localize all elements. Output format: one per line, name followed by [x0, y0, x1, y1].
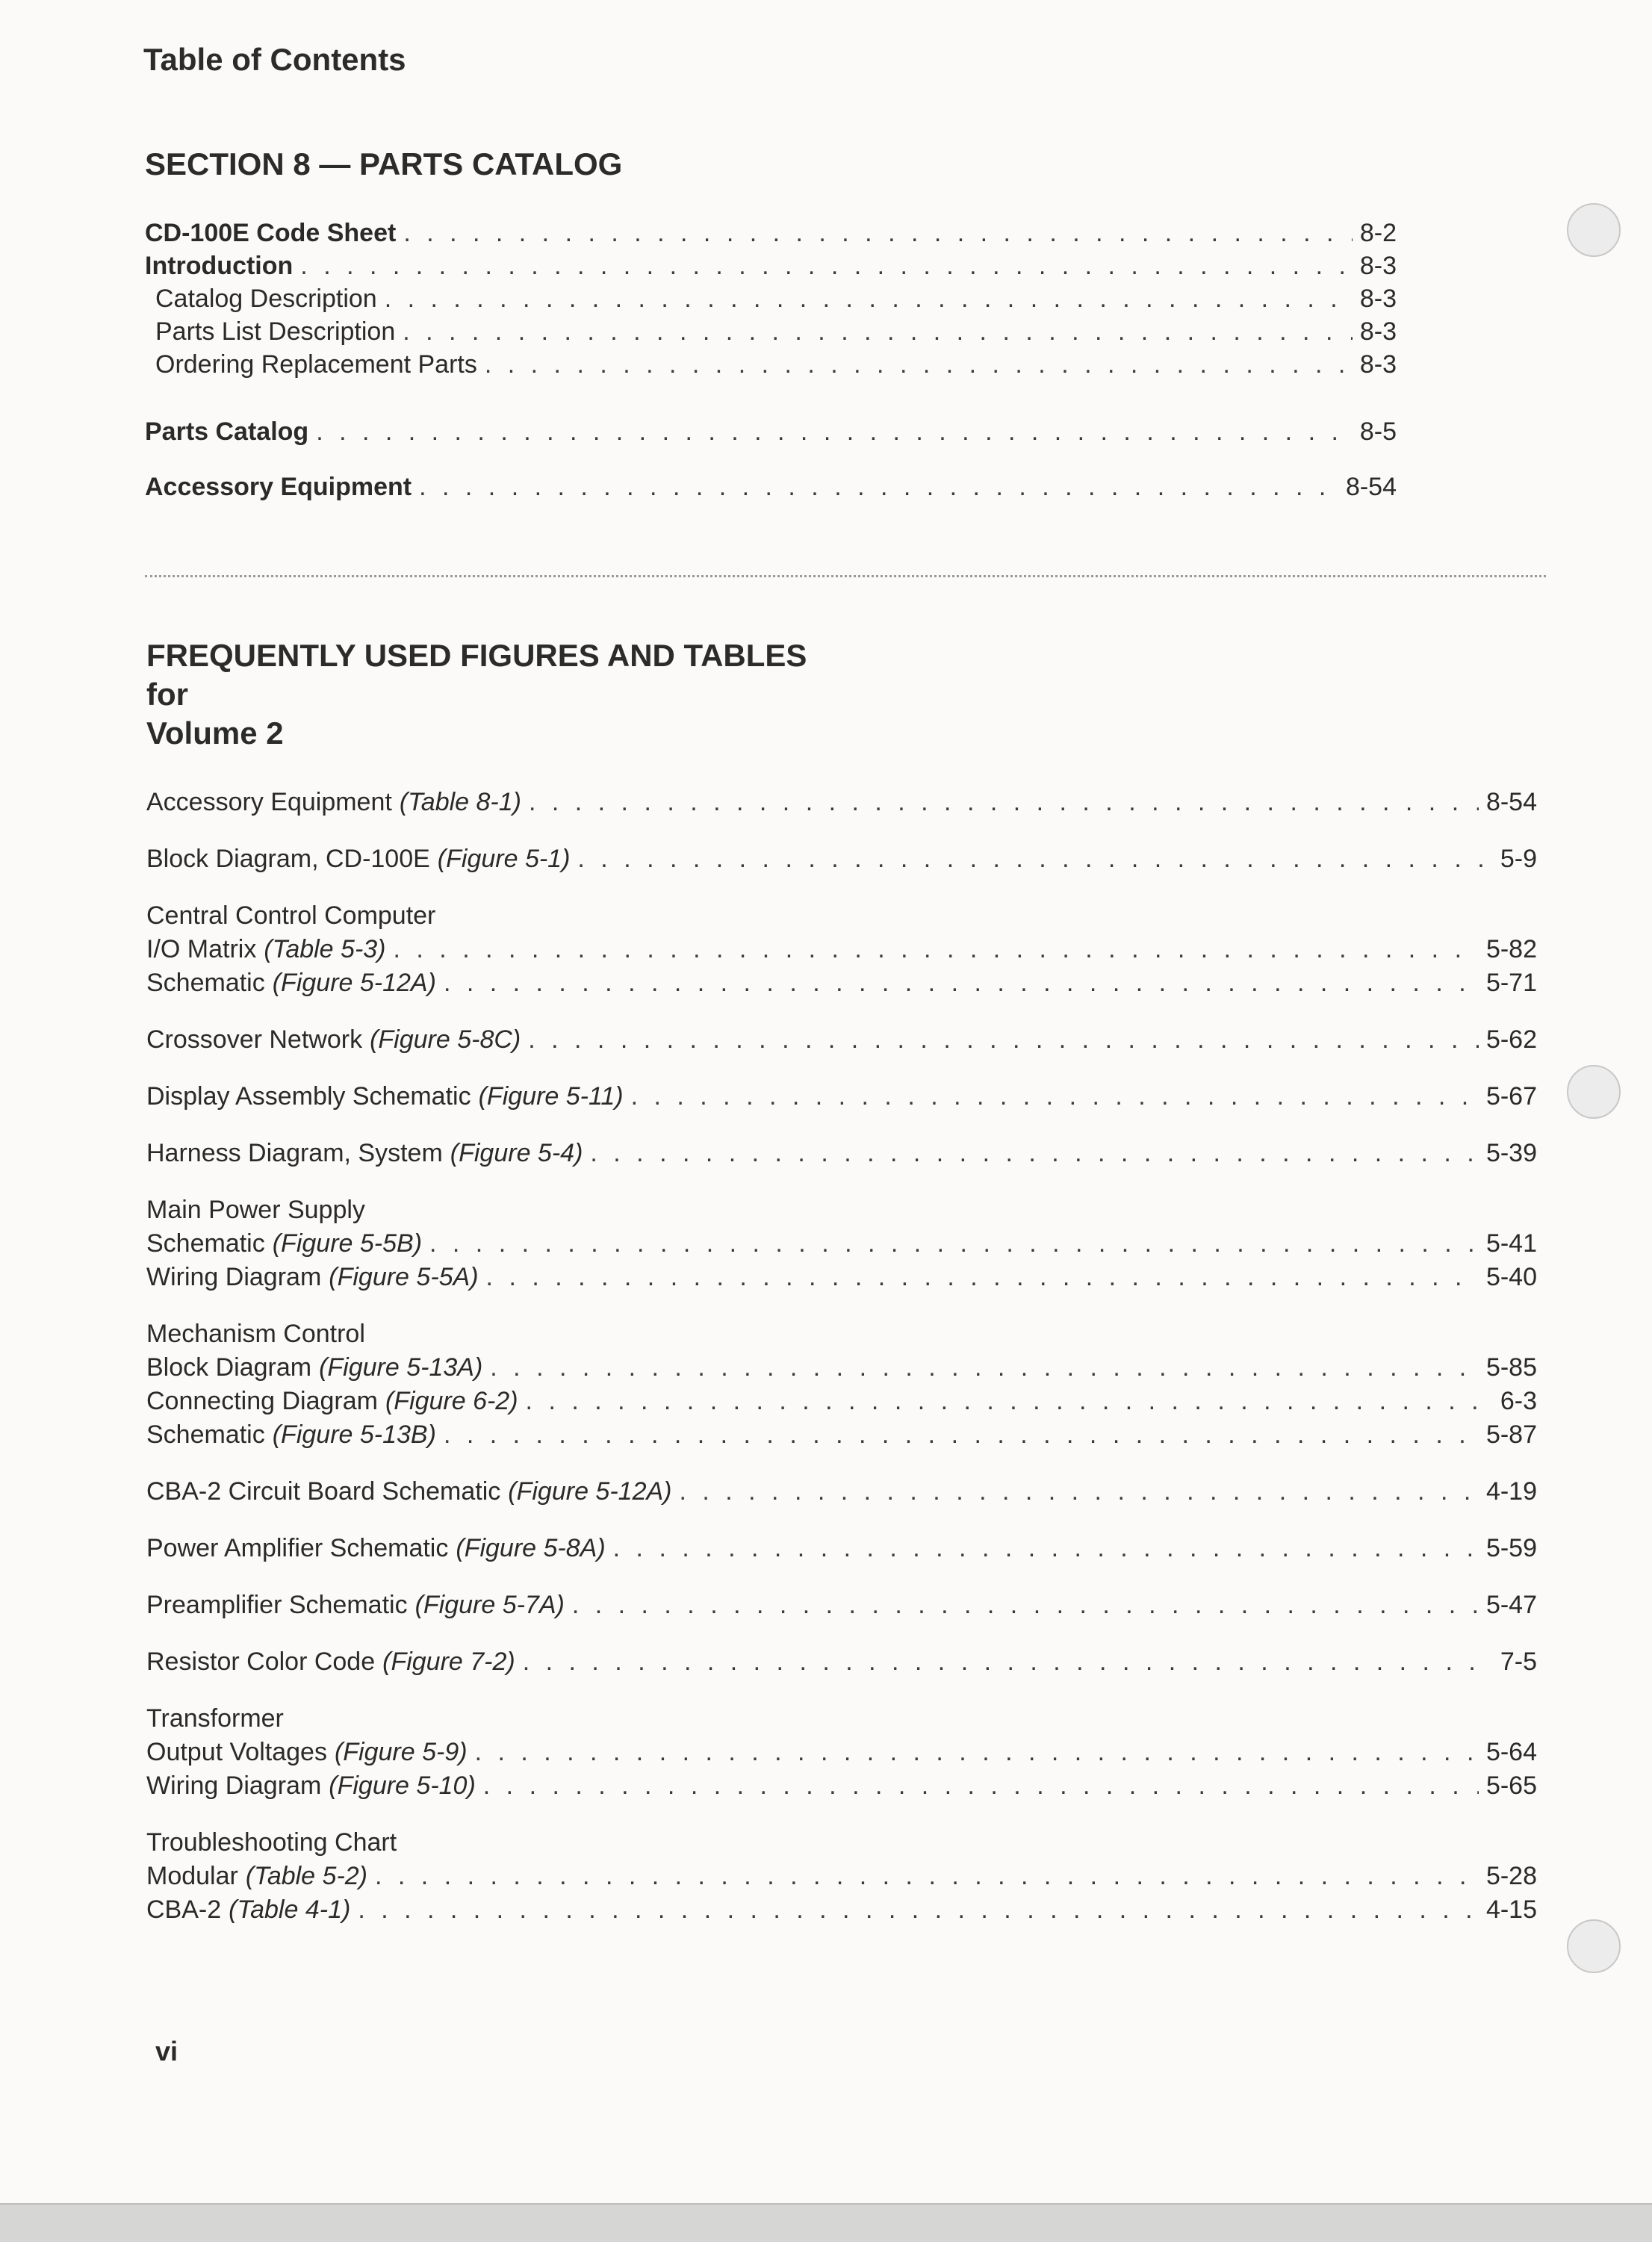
figure-label: Resistor Color Code — [146, 1648, 376, 1676]
dot-leader — [486, 1261, 1479, 1294]
figure-label: Wiring Diagram — [146, 1263, 322, 1291]
dot-leader — [358, 1893, 1479, 1927]
figure-ref: (Figure 5-13B) — [272, 1420, 436, 1449]
figure-group — [146, 1702, 1537, 1803]
figure-ref: (Figure 5-11) — [478, 1082, 624, 1111]
figure-row[interactable] — [146, 1351, 1537, 1385]
figure-group — [146, 1589, 1537, 1622]
figure-ref: (Figure 5-4) — [450, 1139, 583, 1167]
punch-hole — [1567, 1919, 1621, 1973]
figure-group — [146, 1826, 1537, 1927]
toc-label: CD-100E Code Sheet — [145, 219, 397, 247]
figure-row[interactable] — [146, 933, 1537, 966]
figure-label: Connecting Diagram — [146, 1387, 378, 1415]
dot-leader — [419, 471, 1338, 503]
figure-page: 6-3 — [1500, 1387, 1537, 1415]
toc-page: 8-5 — [1359, 417, 1397, 446]
dot-leader — [529, 786, 1479, 819]
figure-row[interactable] — [146, 1645, 1537, 1679]
toc-row[interactable] — [145, 348, 1397, 381]
dot-leader — [572, 1589, 1479, 1622]
frequent-title-line1: FREQUENTLY USED FIGURES AND TABLES — [146, 638, 807, 673]
figure-ref: (Table 8-1) — [399, 788, 521, 816]
figure-label: Power Amplifier Schematic — [146, 1534, 449, 1562]
figure-group — [146, 1193, 1537, 1294]
dot-leader — [444, 966, 1479, 1000]
dot-leader — [490, 1351, 1479, 1385]
figure-page: 5-40 — [1485, 1263, 1537, 1291]
figure-row[interactable] — [146, 1418, 1537, 1452]
figure-group — [146, 1532, 1537, 1565]
dot-leader — [613, 1532, 1479, 1565]
figure-label: Display Assembly Schematic — [146, 1082, 471, 1111]
dot-leader — [577, 842, 1492, 876]
dot-leader — [316, 415, 1353, 448]
page-header: Table of Contents — [143, 42, 406, 77]
figure-ref: (Figure 5-12A) — [508, 1477, 672, 1506]
figure-group — [146, 842, 1537, 876]
figure-group — [146, 786, 1537, 819]
figure-row[interactable] — [146, 1385, 1537, 1418]
figure-row[interactable] — [146, 1227, 1537, 1261]
section-title: SECTION 8 — PARTS CATALOG — [145, 146, 623, 181]
figure-label: I/O Matrix — [146, 935, 257, 963]
figure-group — [146, 1475, 1537, 1509]
figure-row[interactable] — [146, 1893, 1537, 1927]
dot-leader — [485, 348, 1353, 381]
toc-page: 8-3 — [1359, 285, 1397, 313]
figure-group — [146, 1137, 1537, 1170]
toc-page: 8-3 — [1359, 350, 1397, 379]
toc-row[interactable] — [145, 315, 1397, 348]
toc-page: 8-2 — [1359, 219, 1397, 247]
figure-group — [146, 1023, 1537, 1057]
figure-ref: (Table 5-2) — [245, 1862, 368, 1890]
dot-leader — [375, 1860, 1479, 1893]
figure-row[interactable] — [146, 1475, 1537, 1509]
toc-row[interactable] — [145, 217, 1397, 249]
figure-page: 8-54 — [1485, 788, 1537, 816]
figure-group — [146, 899, 1537, 1000]
figure-ref: (Figure 5-13A) — [319, 1353, 483, 1382]
figure-label: Block Diagram — [146, 1353, 312, 1382]
figure-row[interactable] — [146, 1532, 1537, 1565]
figure-page: 5-47 — [1485, 1591, 1537, 1619]
figure-group — [146, 1645, 1537, 1679]
toc-label: Parts List Description — [155, 317, 396, 346]
figure-page: 5-59 — [1485, 1534, 1537, 1562]
figure-row[interactable] — [146, 1860, 1537, 1893]
figure-page: 5-41 — [1485, 1229, 1537, 1258]
dot-leader — [444, 1418, 1479, 1452]
page-number: vi — [155, 2036, 178, 2066]
figure-page: 5-39 — [1485, 1139, 1537, 1167]
punch-hole — [1567, 1065, 1621, 1119]
figure-label: Output Voltages — [146, 1738, 327, 1766]
toc-row[interactable] — [145, 282, 1397, 315]
figure-ref: (Figure 5-8A) — [456, 1534, 606, 1562]
dot-leader — [528, 1023, 1479, 1057]
figure-label: CBA-2 Circuit Board Schematic — [146, 1477, 501, 1506]
figure-row[interactable] — [146, 1736, 1537, 1769]
scan-edge — [0, 2203, 1652, 2242]
figure-group-heading: Central Control Computer — [146, 901, 436, 930]
figure-page: 5-9 — [1500, 845, 1537, 873]
punch-hole — [1567, 203, 1621, 257]
dot-leader — [429, 1227, 1479, 1261]
figure-label: Schematic — [146, 969, 265, 997]
dot-leader — [475, 1736, 1479, 1769]
figure-page: 7-5 — [1500, 1648, 1537, 1676]
figure-page: 5-85 — [1485, 1353, 1537, 1382]
figure-ref: (Table 4-1) — [229, 1895, 351, 1924]
figure-ref: (Figure 6-2) — [385, 1387, 518, 1415]
dot-leader — [679, 1475, 1478, 1509]
figure-page: 5-65 — [1485, 1771, 1537, 1800]
figure-label: Harness Diagram, System — [146, 1139, 443, 1167]
figure-row[interactable] — [146, 1589, 1537, 1622]
figure-ref: (Table 5-3) — [264, 935, 386, 963]
toc-page: 8-3 — [1359, 252, 1397, 280]
figure-row[interactable] — [146, 1769, 1537, 1803]
figure-page: 5-82 — [1485, 935, 1537, 963]
figure-row[interactable] — [146, 1137, 1537, 1170]
dot-leader — [523, 1645, 1493, 1679]
figure-row[interactable] — [146, 786, 1537, 819]
toc-label: Catalog Description — [155, 285, 377, 313]
figure-group-heading: Mechanism Control — [146, 1320, 365, 1348]
section-divider — [145, 575, 1546, 577]
dot-leader — [300, 249, 1353, 282]
figure-label: CBA-2 — [146, 1895, 222, 1924]
toc-group-accessory — [145, 471, 1397, 503]
figure-group — [146, 1080, 1537, 1114]
figure-page: 4-19 — [1485, 1477, 1537, 1506]
toc-page: 8-3 — [1359, 317, 1397, 346]
figure-label: Accessory Equipment — [146, 788, 392, 816]
figure-page: 5-71 — [1485, 969, 1537, 997]
frequent-title — [146, 636, 807, 753]
dot-leader — [394, 933, 1479, 966]
toc-label: Ordering Replacement Parts — [155, 350, 477, 379]
figure-label: Block Diagram, CD-100E — [146, 845, 430, 873]
dot-leader — [403, 217, 1353, 249]
figure-row[interactable] — [146, 842, 1537, 876]
toc-label: Accessory Equipment — [145, 473, 412, 501]
frequent-title-line3: Volume 2 — [146, 715, 284, 751]
figure-label: Modular — [146, 1862, 238, 1890]
toc-label: Introduction — [145, 252, 294, 280]
figure-page: 5-62 — [1485, 1025, 1537, 1054]
figure-label: Wiring Diagram — [146, 1771, 322, 1800]
dot-leader — [403, 315, 1353, 348]
figures-list — [146, 786, 1537, 1950]
figure-ref: (Figure 5-1) — [437, 845, 571, 873]
figure-page: 5-28 — [1485, 1862, 1537, 1890]
figure-page: 5-87 — [1485, 1420, 1537, 1449]
figure-group-heading: Main Power Supply — [146, 1196, 365, 1224]
toc-row[interactable] — [145, 471, 1397, 503]
toc-row[interactable] — [145, 415, 1397, 448]
figure-label: Schematic — [146, 1229, 265, 1258]
dot-leader — [590, 1137, 1479, 1170]
figure-row[interactable] — [146, 1080, 1537, 1114]
figure-ref: (Figure 5-12A) — [272, 969, 436, 997]
figure-group-heading: Transformer — [146, 1704, 284, 1733]
figure-label: Schematic — [146, 1420, 265, 1449]
figure-label: Preamplifier Schematic — [146, 1591, 408, 1619]
figure-ref: (Figure 5-8C) — [370, 1025, 521, 1054]
toc-row[interactable] — [145, 249, 1397, 282]
figure-ref: (Figure 5-5B) — [272, 1229, 423, 1258]
dot-leader — [385, 282, 1353, 315]
dot-leader — [483, 1769, 1479, 1803]
figure-ref: (Figure 5-7A) — [414, 1591, 565, 1619]
figure-ref: (Figure 5-9) — [334, 1738, 468, 1766]
figure-row[interactable] — [146, 1023, 1537, 1057]
toc-page: 8-54 — [1345, 473, 1397, 501]
toc-group-parts-catalog — [145, 415, 1397, 448]
dot-leader — [631, 1080, 1479, 1114]
toc-label: Parts Catalog — [145, 417, 309, 446]
toc-group-intro — [145, 217, 1397, 381]
figure-group — [146, 1317, 1537, 1452]
figure-row[interactable] — [146, 1261, 1537, 1294]
figure-page: 5-64 — [1485, 1738, 1537, 1766]
figure-ref: (Figure 5-5A) — [329, 1263, 479, 1291]
figure-page: 5-67 — [1485, 1082, 1537, 1111]
figure-ref: (Figure 5-10) — [329, 1771, 476, 1800]
figure-label: Crossover Network — [146, 1025, 363, 1054]
figure-page: 4-15 — [1485, 1895, 1537, 1924]
figure-ref: (Figure 7-2) — [382, 1648, 515, 1676]
frequent-title-line2: for — [146, 677, 188, 712]
figure-group-heading: Troubleshooting Chart — [146, 1828, 397, 1857]
figure-row[interactable] — [146, 966, 1537, 1000]
dot-leader — [526, 1385, 1493, 1418]
